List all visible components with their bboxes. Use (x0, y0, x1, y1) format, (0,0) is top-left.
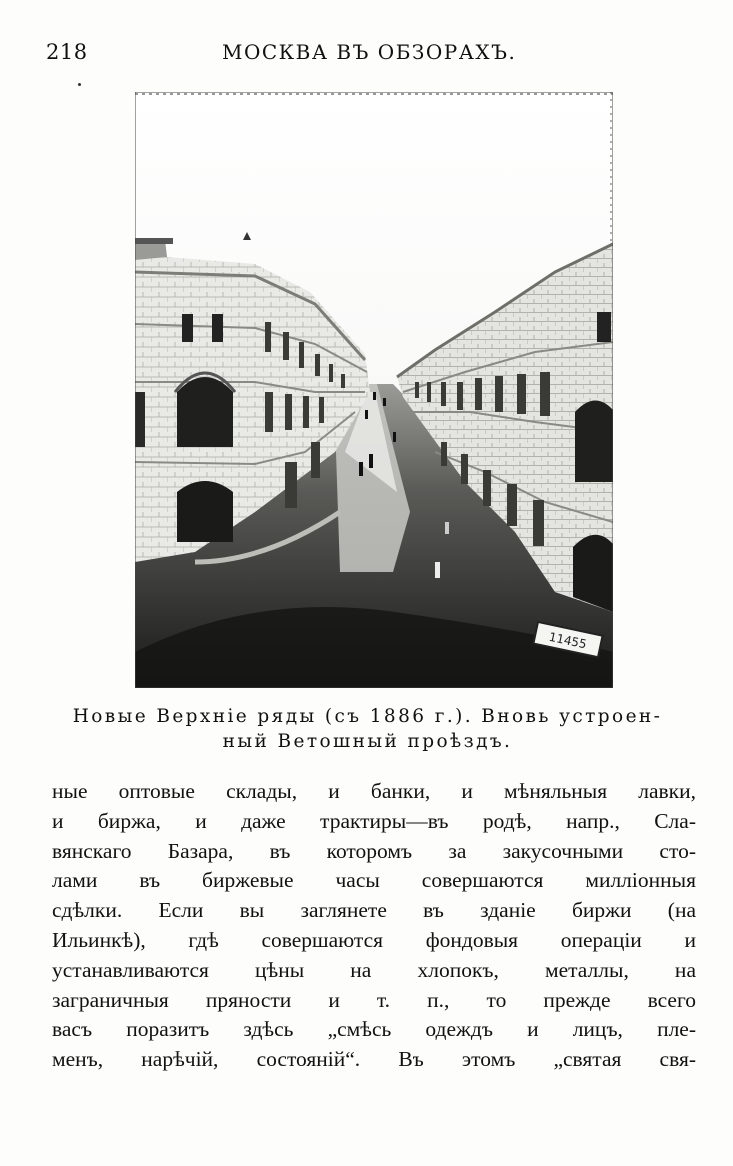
text-line: ные оптовые склады, и банки, и мѣняльныя лавки, (52, 779, 696, 803)
page-number: 218 (46, 40, 88, 64)
figure-caption (40, 704, 695, 754)
street-photograph (135, 92, 613, 688)
ink-speck (78, 83, 81, 86)
street-sign-number: 11455 (547, 629, 588, 652)
text-line: сдѣлки. Если вы заглянете въ зданіе биржи (на (52, 898, 696, 923)
caption-line-2: ный Ветошный проѣздъ. (222, 731, 513, 752)
body-paragraph (52, 777, 696, 1075)
text-line: и биржа, и даже трактиры—въ родѣ, напр., Сла- (52, 808, 696, 833)
text-line: вянскаго Базара, въ которомъ за закусочными сто- (52, 838, 696, 863)
text-line: лами въ биржевые часы совершаются милліонныя (52, 868, 696, 893)
text-line: менъ, нарѣчій, состояній“. Въ этомъ „святая свя- (52, 1047, 696, 1072)
page-header (0, 40, 733, 76)
text-line: Ильинкѣ), гдѣ совершаются фондовыя операціи и (52, 927, 696, 952)
text-line: васъ поразитъ здѣсь „смѣсь одеждъ и лицъ, пле- (52, 1017, 696, 1042)
text-line: устанавливаются цѣны на хлопокъ, металлы, на (52, 957, 696, 982)
text-line: заграничныя пряности и т. п., то прежде всего (52, 987, 696, 1012)
caption-line-1: Новые Верхніе ряды (съ 1886 г.). Вновь устроен- (72, 706, 663, 727)
running-title: МОСКВА ВЪ ОБЗОРАХЪ. (222, 40, 517, 64)
